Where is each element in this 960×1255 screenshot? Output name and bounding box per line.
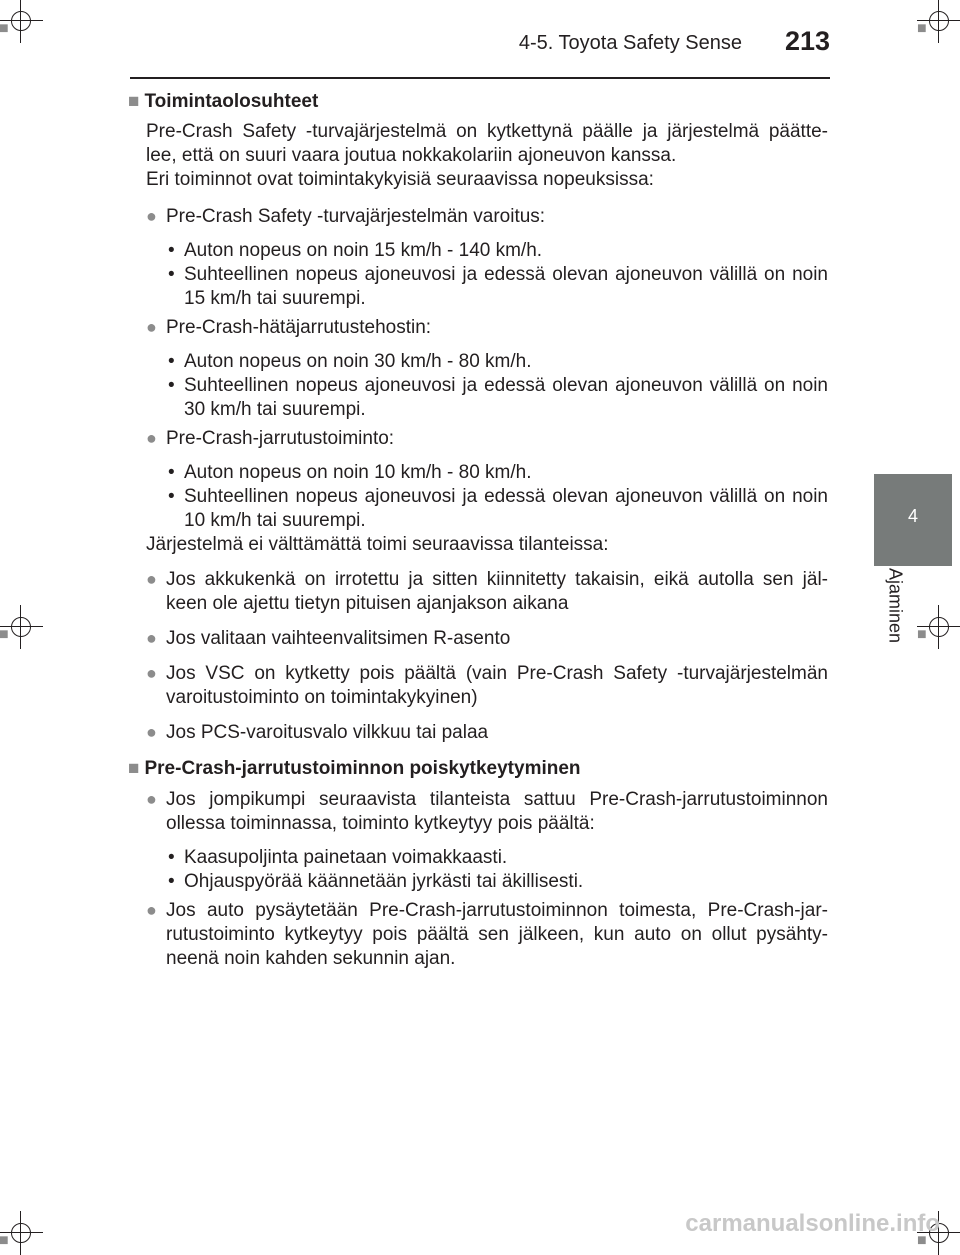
paragraph-intro: [146, 120, 828, 192]
registration-mark-top-right: [917, 0, 960, 43]
heading-cancel: ■ Pre-Crash-jarrutustoiminnon poiskytkeytyminen: [128, 757, 828, 781]
case-item: [146, 661, 828, 710]
footer-watermark: carmanualsonline.info: [685, 1210, 940, 1237]
item-brake-assist-title: ● Pre-Crash-hätäjarrutustehostin:: [166, 315, 828, 340]
bullet: • Suhteellinen nopeus ajoneuvosi ja edessä olevan ajoneuvon välillä on noin 10 km/h tai suurempi.: [184, 485, 828, 533]
warning-bullets: [164, 239, 828, 311]
bullet: • Kaasupoljinta painetaan voimakkaasti.: [184, 846, 828, 870]
item-warning-title: ● Pre-Crash Safety -turvajärjestelmän varoitus:: [166, 204, 828, 229]
paragraph-not-operate: Järjestelmä ei välttämättä toimi seuraavissa tilanteissa:: [146, 534, 609, 555]
cancel-item: [146, 787, 828, 836]
case-text: ● Jos akkukenkä on irrotettu ja sitten kiinnitetty takaisin, eikä autolla sen jäl- keen ole ajettu tietyn pituisen ajanjakson aikana: [166, 567, 828, 616]
case-item: [146, 720, 828, 745]
chapter-label: [876, 565, 916, 651]
bullet: • Ohjauspyörää käännetään jyrkästi tai äkillisesti.: [184, 870, 828, 894]
chapter-label-text: Ajaminen: [885, 567, 906, 644]
intro-text-1: Pre-Crash Safety -turvajärjestelmä on kytkettynä päälle ja järjestelmä päätte- lee, että on suuri vaara joutua nokkakolariin ajoneuvon kanssa.: [146, 121, 828, 166]
assist-bullets: [164, 350, 828, 422]
page-content: [128, 90, 828, 981]
item-braking: [146, 426, 828, 451]
registration-mark-left-middle: [0, 605, 43, 649]
chapter-tab: [874, 474, 952, 566]
page-number: 213: [784, 26, 830, 56]
registration-mark-top-left: [0, 0, 43, 43]
case-text: ● Jos PCS-varoitusvalo vilkkuu tai palaa: [166, 720, 828, 745]
heading-operating-conditions: ■ Toimintaolosuhteet: [128, 90, 828, 114]
item-braking-title: ● Pre-Crash-jarrutustoiminto:: [166, 426, 828, 451]
bullet: • Auton nopeus on noin 15 km/h - 140 km/h.: [184, 239, 828, 263]
item-warning: [146, 204, 828, 229]
cancel-text: ● Jos auto pysäytetään Pre-Crash-jarrutustoiminnon toimesta, Pre-Crash-jar- rutustoiminto kytkeytyy pois päältä sen jälkeen, kun auto on ollut pysähty- neenä noin kahden sekunnin ajan.: [166, 898, 828, 971]
case-text: ● Jos VSC on kytketty pois päältä (vain Pre-Crash Safety -turvajärjestelmän varoitustoiminto on toimintakykyinen): [166, 661, 828, 710]
header-rule: [130, 77, 830, 79]
bullet: • Auton nopeus on noin 30 km/h - 80 km/h.: [184, 350, 828, 374]
case-item: [146, 567, 828, 616]
cancel-text: ● Jos jompikumpi seuraavista tilanteista sattuu Pre-Crash-jarrutustoiminnon ollessa toiminnassa, toiminto kytkeytyy pois päältä:: [166, 787, 828, 836]
registration-mark-bottom-left: [0, 1211, 43, 1255]
intro-text-2: Eri toiminnot ovat toimintakykyisiä seuraavissa nopeuksissa:: [146, 169, 654, 190]
cancel-item: [146, 898, 828, 971]
brake-bullets: [164, 461, 828, 533]
case-text: ● Jos valitaan vaihteenvalitsimen R-asento: [166, 626, 828, 651]
chapter-number: 4: [907, 506, 918, 526]
item-brake-assist: [146, 315, 828, 340]
bullet: • Suhteellinen nopeus ajoneuvosi ja edessä olevan ajoneuvon välillä on noin 30 km/h tai suurempi.: [184, 374, 828, 422]
page-header: [130, 24, 830, 80]
case-item: [146, 626, 828, 651]
bullet: • Auton nopeus on noin 10 km/h - 80 km/h.: [184, 461, 828, 485]
registration-mark-right-middle: [917, 605, 960, 649]
bullet: • Suhteellinen nopeus ajoneuvosi ja edessä olevan ajoneuvon välillä on noin 15 km/h tai suurempi.: [184, 263, 828, 311]
cancel-bullets: [164, 846, 828, 894]
section-title: 4-5. Toyota Safety Sense: [518, 32, 742, 54]
